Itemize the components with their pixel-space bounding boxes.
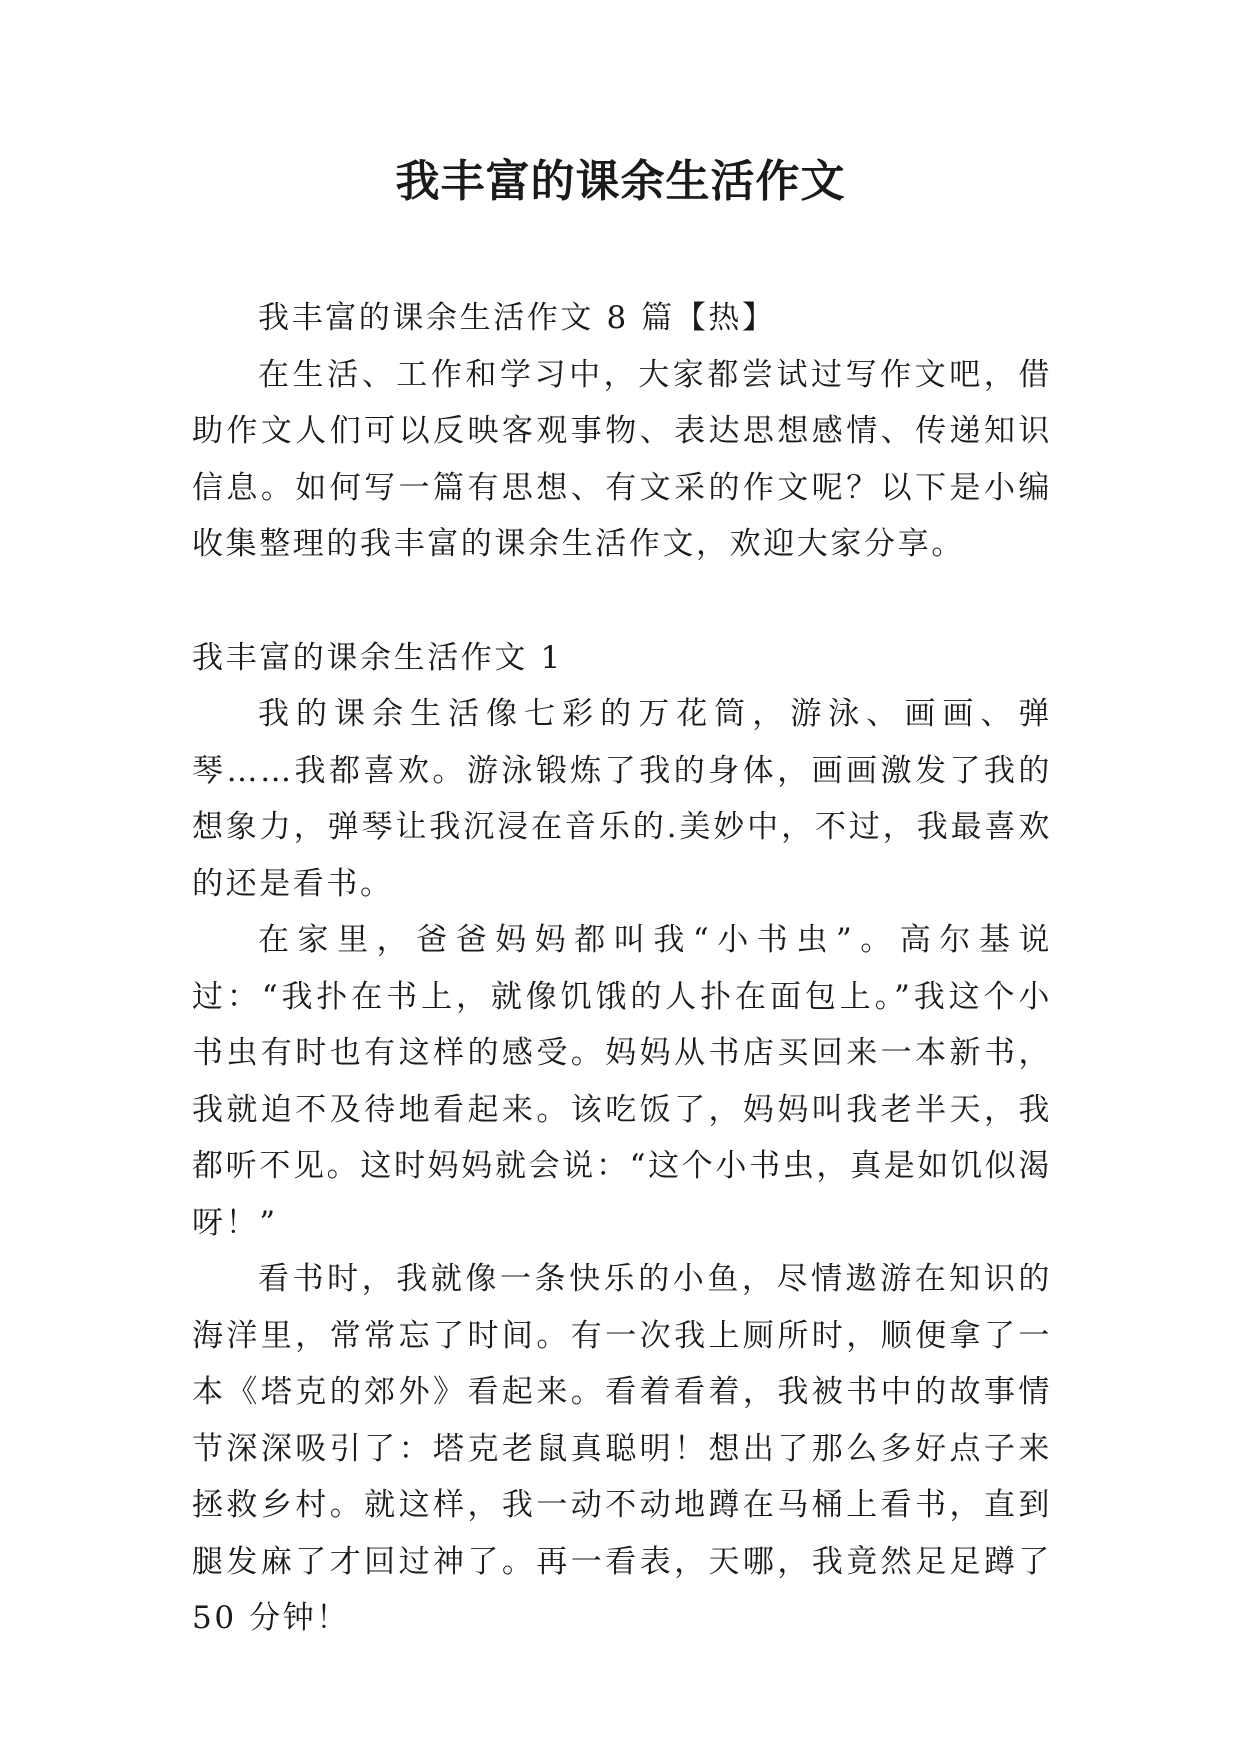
document-body xyxy=(192,290,1052,1647)
document-title: 我丰富的课余生活作文 xyxy=(395,156,846,207)
section-heading: 我丰富的课余生活作文 1 xyxy=(192,639,563,676)
body-paragraph-3: 看书时，我就像一条快乐的小鱼，尽情遨游在知识的海洋里，常常忘了时间。有一次我上厕所时，顺便拿了一本《塔克的郊外》看起来。看着看着，我被书中的故事情节深深吸引了：塔克老鼠真聪明！想出了那么多好点子来拯救乡村。就这样，我一动不动地蹲在马桶上看书，直到腿发麻了才回过神了。再一看表，天哪，我竟然足足蹲了 50 分钟！ xyxy=(192,1261,1052,1636)
body-paragraph-1: 我的课余生活像七彩的万花筒，游泳、画画、弹琴……我都喜欢。游泳锻炼了我的身体，画画激发了我的想象力，弹琴让我沉浸在音乐的.美妙中，不过，我最喜欢的还是看书。 xyxy=(192,696,1052,902)
intro-heading: 我丰富的课余生活作文 8 篇【热】 xyxy=(258,300,776,336)
body-paragraph-2: 在家里，爸爸妈妈都叫我“小书虫”。高尔基说过：“我扑在书上，就像饥饿的人扑在面包上。”我这个小书虫有时也有这样的感受。妈妈从书店买回来一本新书，我就迫不及待地看起来。该吃饭了，妈妈叫我老半天，我都听不见。这时妈妈就会说：“这个小书虫，真是如饥似渴呀！” xyxy=(192,922,1052,1241)
intro-paragraph: 在生活、工作和学习中，大家都尝试过写作文吧，借助作文人们可以反映客观事物、表达思想感情、传递知识信息。如何写一篇有思想、有文采的作文呢？以下是小编收集整理的我丰富的课余生活作文，欢迎大家分享。 xyxy=(192,356,1052,562)
